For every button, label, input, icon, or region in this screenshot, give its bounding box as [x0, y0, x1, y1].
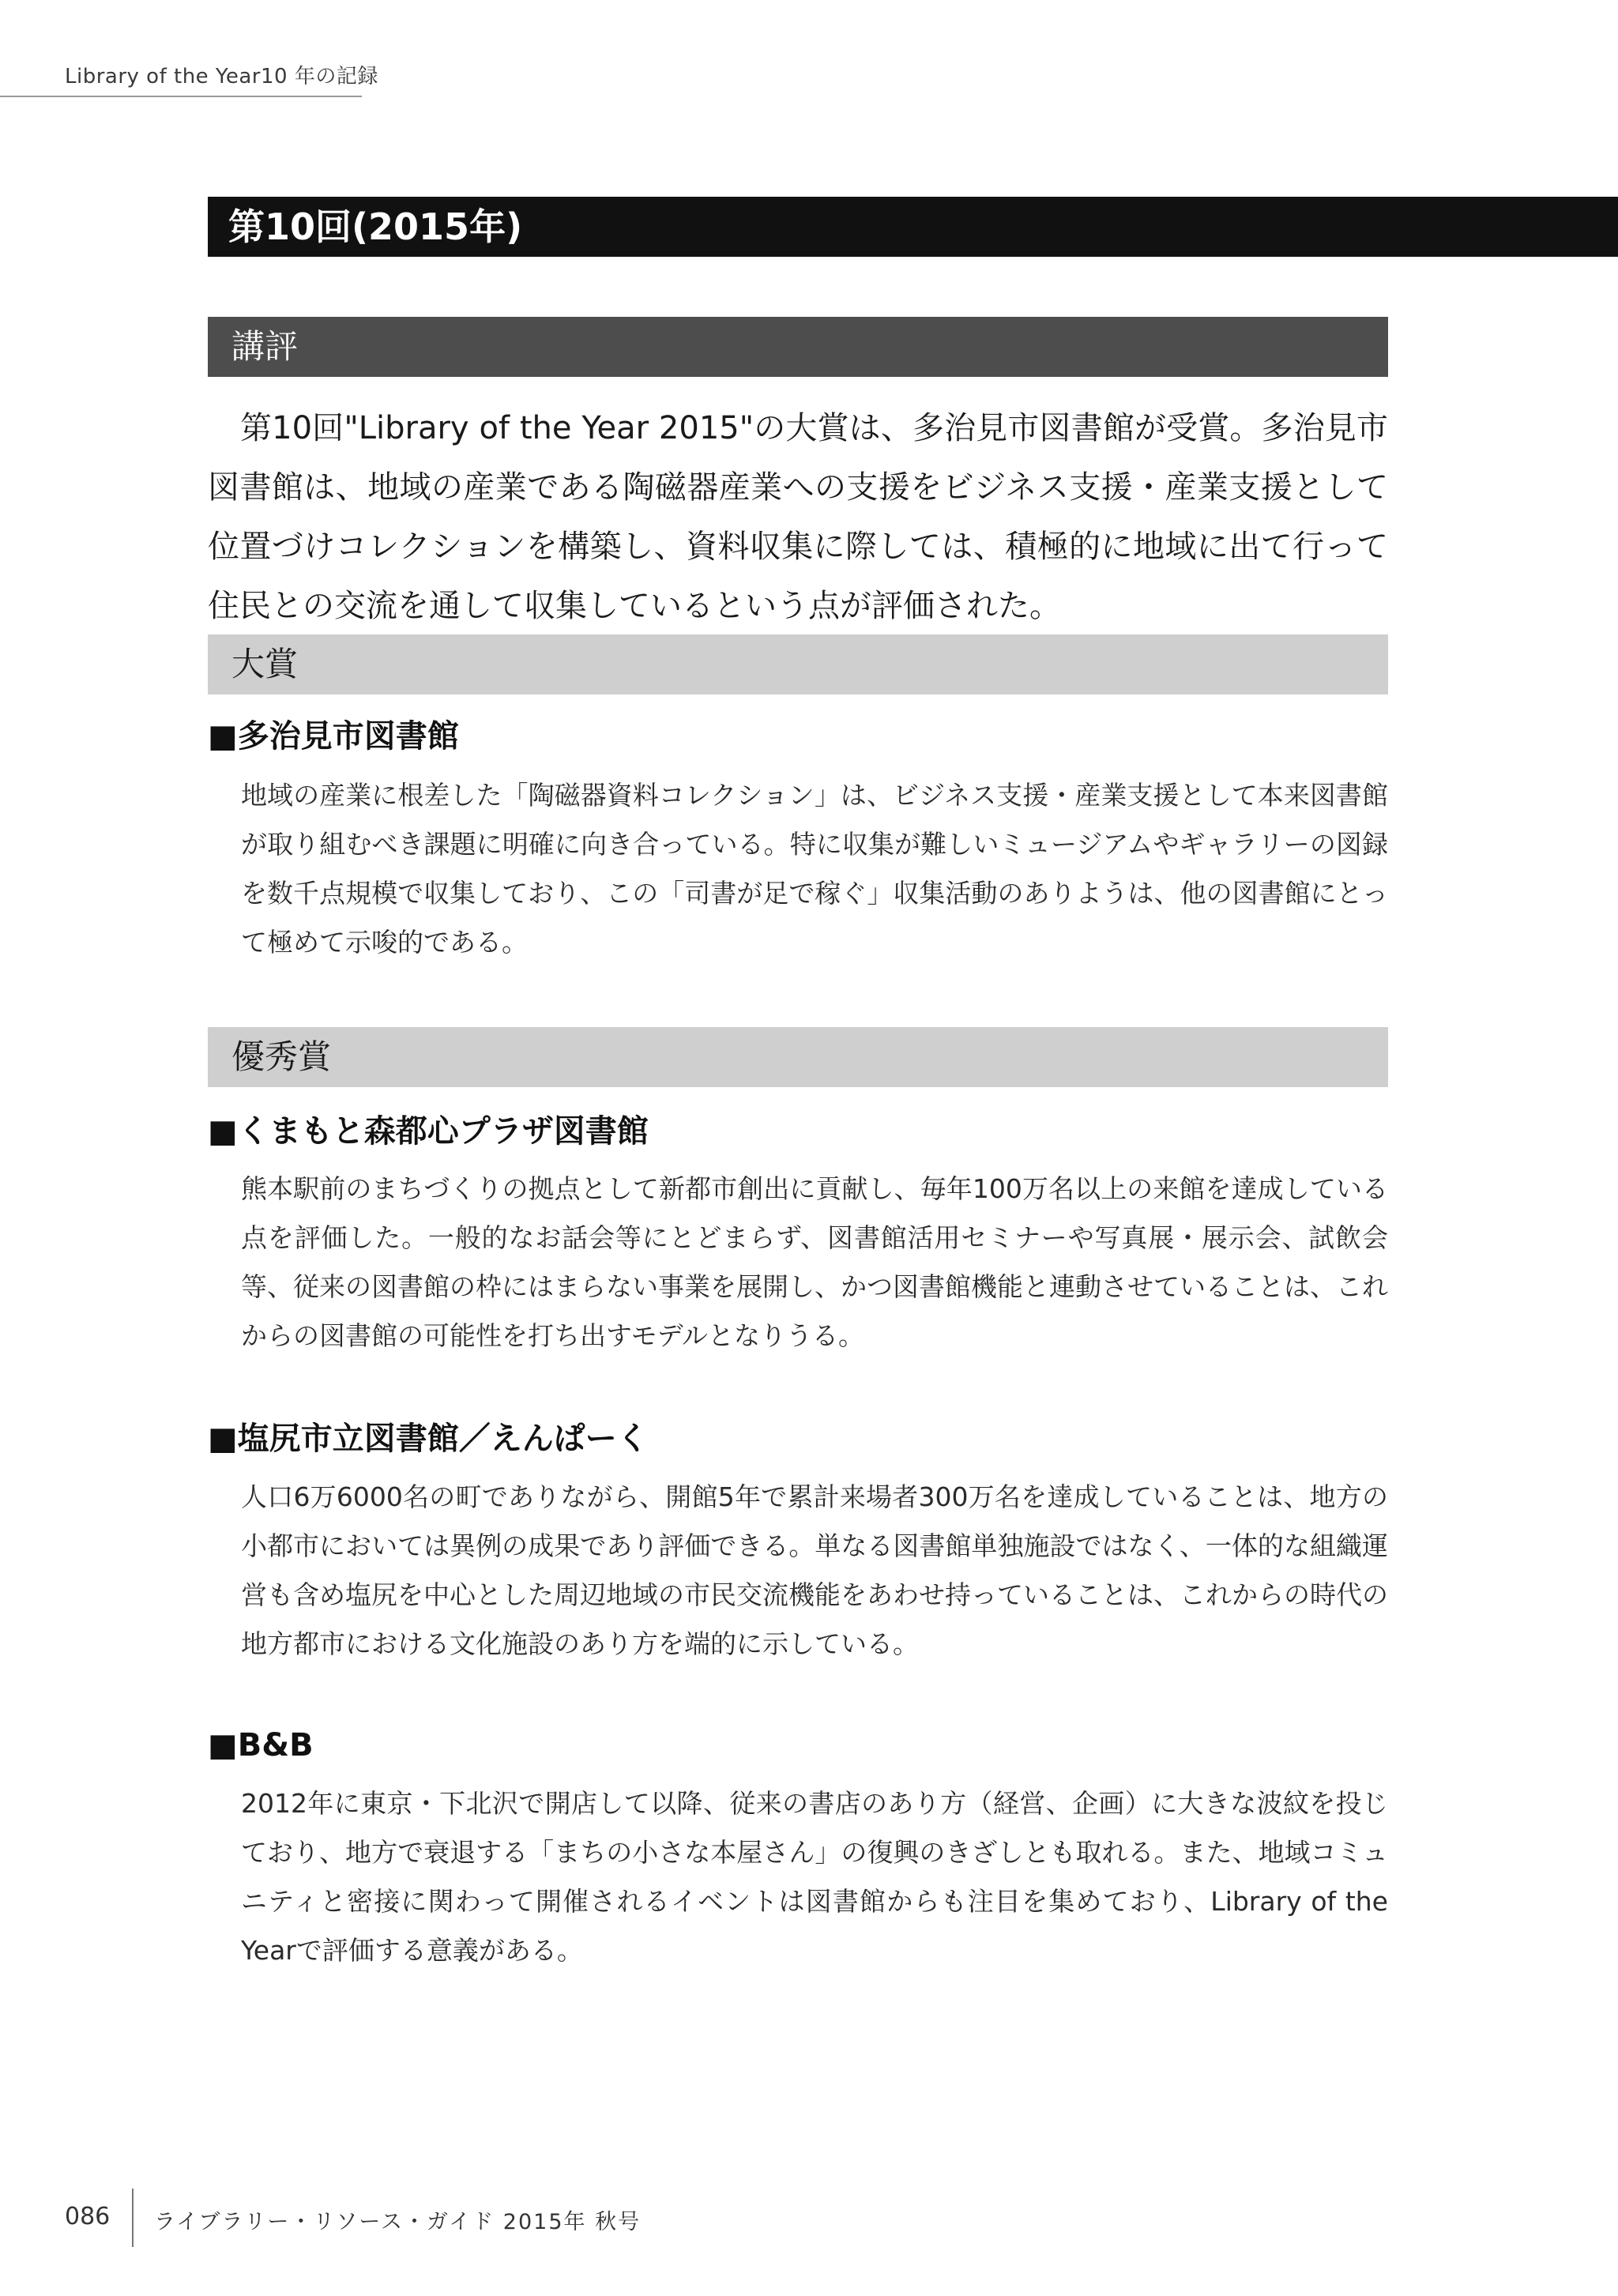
excellence-entry-title: ■くまもと森都心プラザ図書館: [208, 1113, 649, 1150]
grand-prize-entry-title: ■多治見市図書館: [208, 718, 459, 755]
footer-divider: [132, 2189, 134, 2247]
running-header: Library of the Year10 年の記録: [65, 65, 378, 88]
publication-title: ライブラリー・リソース・ガイド 2015年 秋号: [154, 2210, 642, 2234]
grand-prize-entry-text: 地域の産業に根差した「陶磁器資料コレクション」は、ビジネス支援・産業支援として本来図書館が取り組むべき課題に明確に向き合っている。特に収集が難しいミュージアムやギャラリーの図録を数千点規模で収集しており、この「司書が足で稼ぐ」収集活動のありようは、他の図書館にとって極めて示唆的である。: [241, 780, 1388, 958]
excellence-entry-title: ■塩尻市立図書館／えんぱーく: [208, 1421, 649, 1457]
excellence-entry-title: ■B&B: [208, 1727, 314, 1763]
review-text: 第10回"Library of the Year 2015"の大賞は、多治見市図書館が受賞。多治見市図書館は、地域の産業である陶磁器産業への支援をビジネス支援・産業支援として位置づけコレクションを構築し、資料収集に際しては、積極的に地域に出て行って住民との交流を通して収集しているという点が評価された。: [208, 410, 1388, 624]
page-number: 086: [65, 2203, 111, 2230]
excellence-entry-text: 人口6万6000名の町でありながら、開館5年で累計来場者300万名を達成していることは、地方の小都市においては異例の成果であり評価できる。単なる図書館単独施設ではなく、一体的な組織運営も含め塩尻を中心とした周辺地域の市民交流機能をあわせ持っていることは、これからの時代の地方都市における文化施設のあり方を端的に示している。: [241, 1481, 1388, 1659]
section-heading-review: 講評: [208, 317, 1388, 377]
section-heading-grand-prize: 大賞: [208, 634, 1388, 694]
page-title: 第10回(2015年): [208, 197, 1618, 257]
section-heading-excellence-prize: 優秀賞: [208, 1027, 1388, 1087]
header-rule: [0, 96, 362, 97]
excellence-entry-text: 2012年に東京・下北沢で開店して以降、従来の書店のあり方（経営、企画）に大きな波紋を投じており、地方で衰退する「まちの小さな本屋さん」の復興のきざしとも取れる。また、地域コミュニティと密接に関わって開催されるイベントは図書館からも注目を集めており、Library of the Yearで評価する意義がある。: [241, 1788, 1388, 1966]
excellence-entry-text: 熊本駅前のまちづくりの拠点として新都市創出に貢献し、毎年100万名以上の来館を達成している点を評価した。一般的なお話会等にとどまらず、図書館活用セミナーや写真展・展示会、試飲会等、従来の図書館の枠にはまらない事業を展開し、かつ図書館機能と連動させていることは、これからの図書館の可能性を打ち出すモデルとなりうる。: [241, 1173, 1388, 1351]
